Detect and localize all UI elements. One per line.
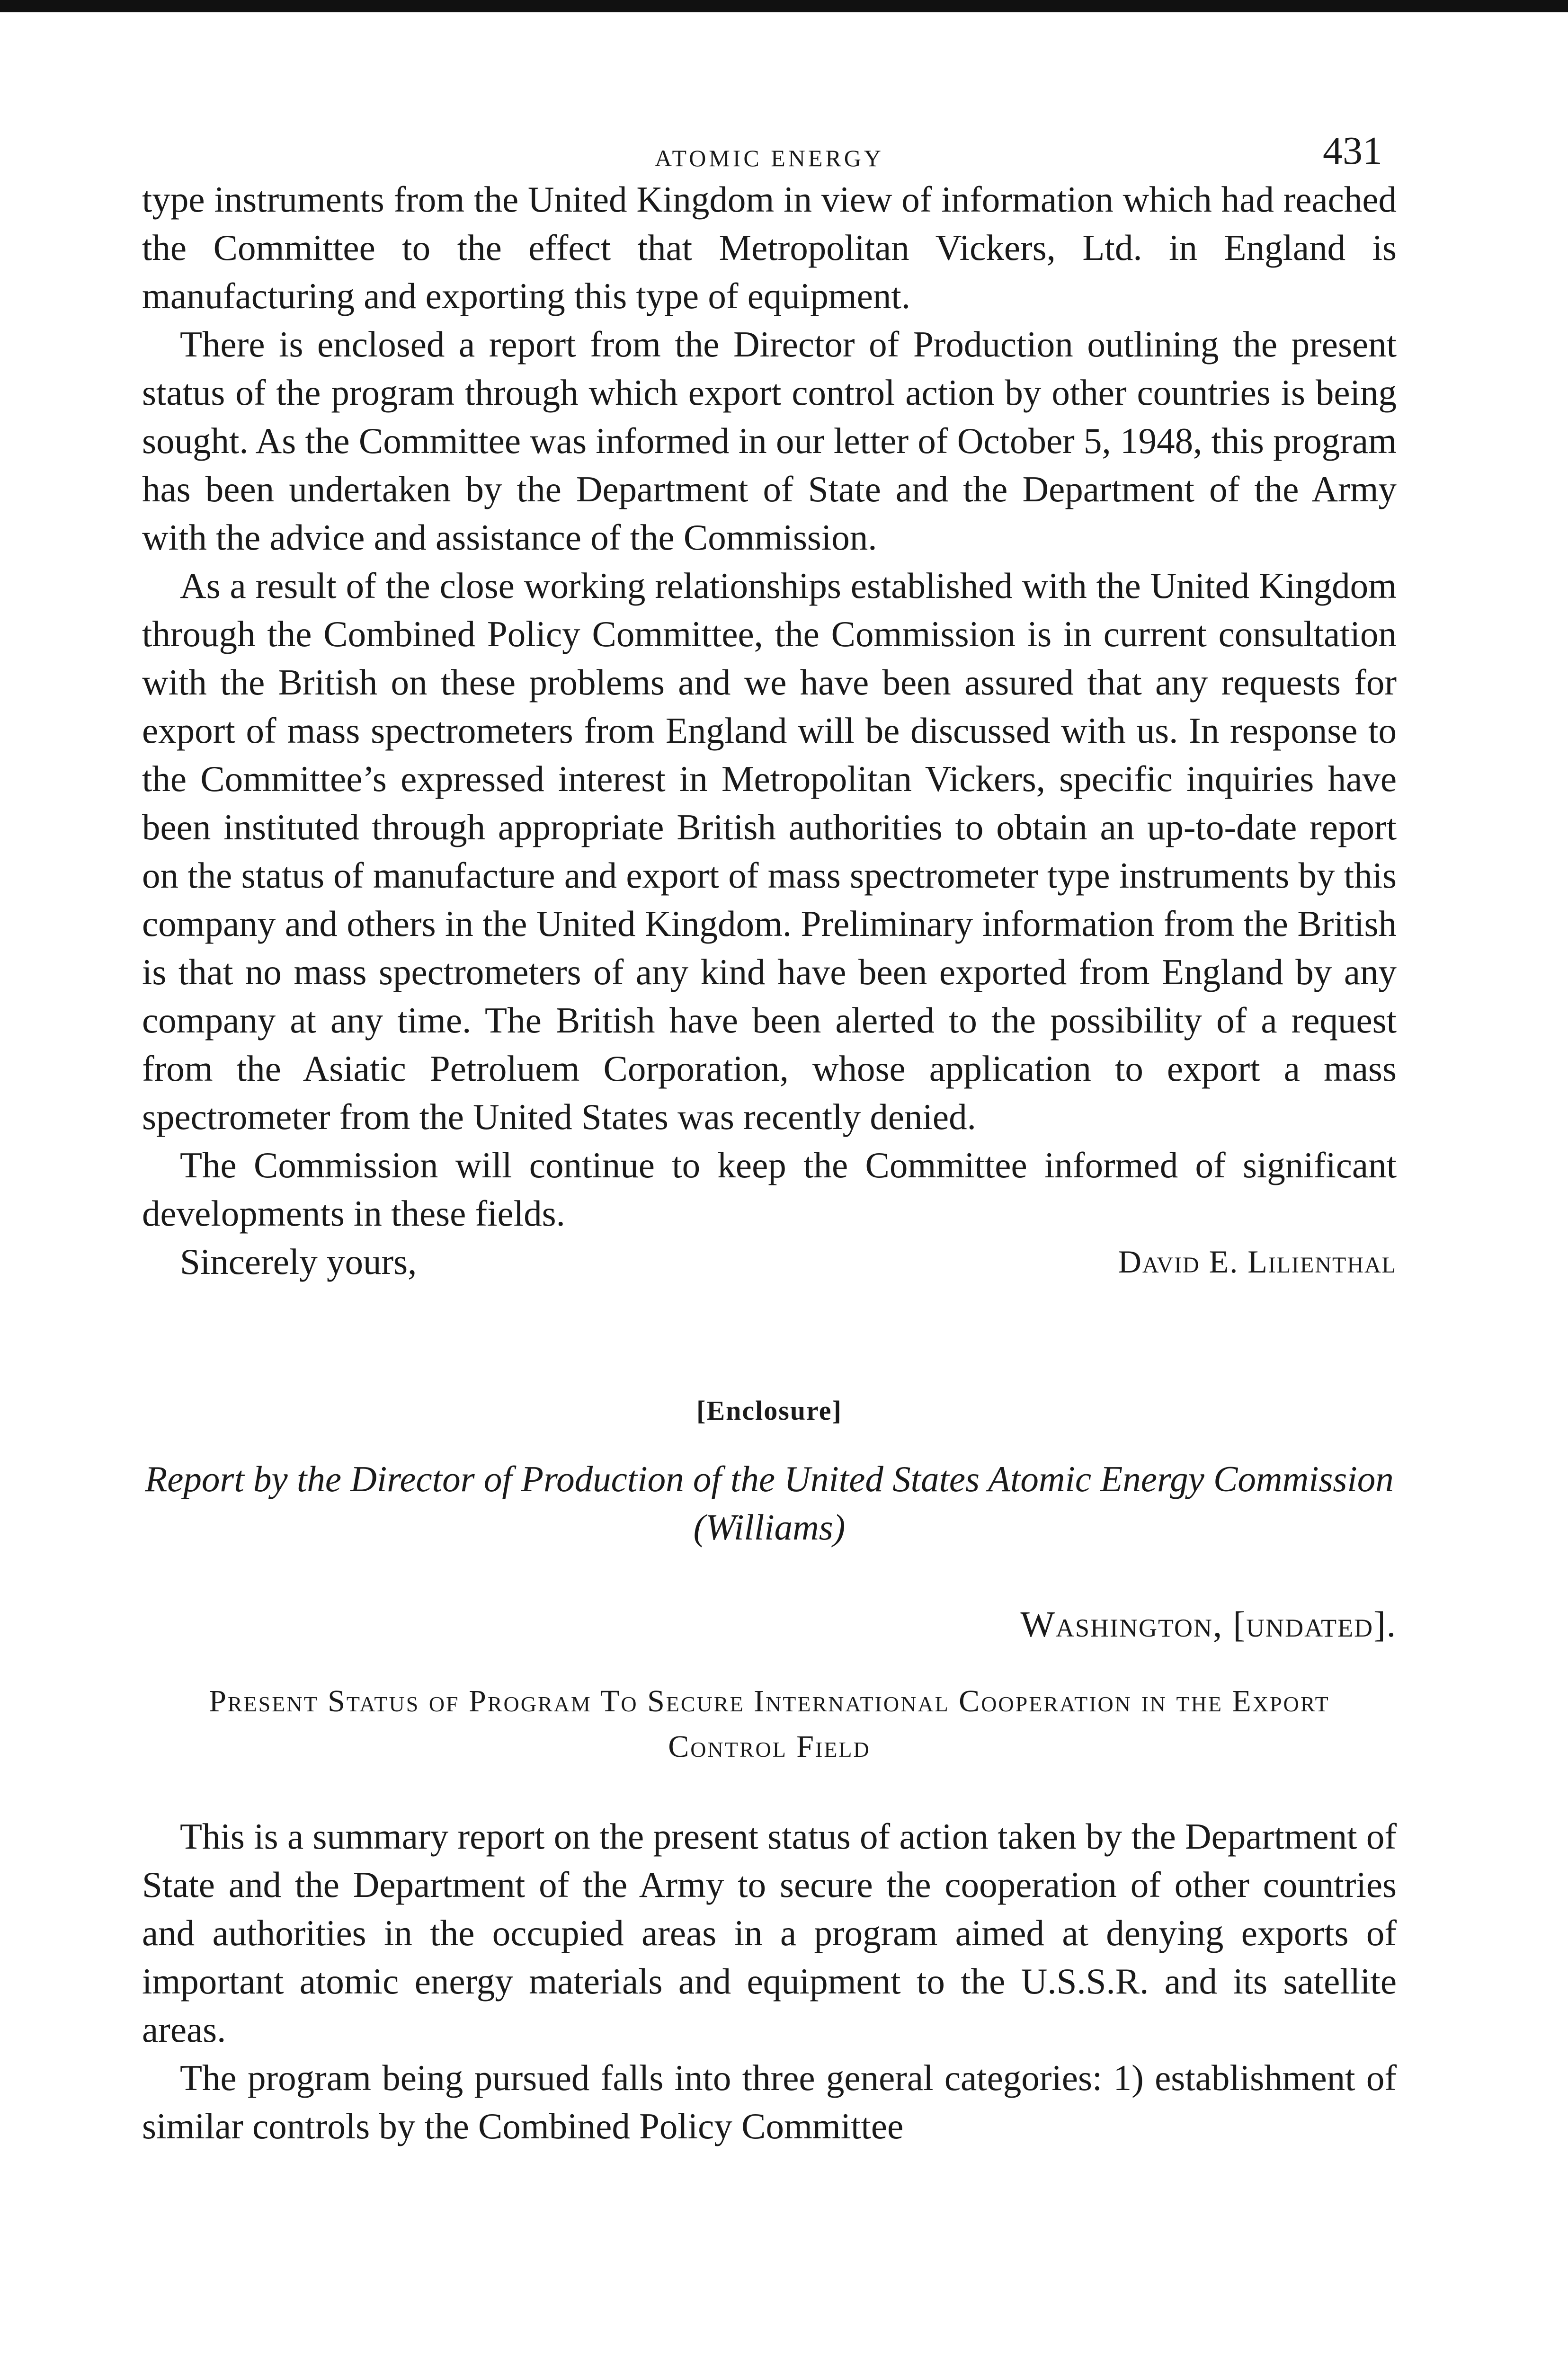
letter-paragraph-british-consultation: As a result of the close working relationships established with the United Kingdom through the Combined Policy Committee, the Commission is in current consultation with the British on these problems and we have been assured that any requests for export of mass spectrometers from England will be discussed with us. In response to the Committee’s expressed interest in Metropolitan Vickers, specific inquiries have been instituted through appropriate British authorities to obtain an up-to-date report on the status of manufacture and export of mass spectrometer type instruments by this company and others in the United Kingdom. Preliminary information from the British is that no mass spectrometers of any kind have been exported from England by any company at any time. The British have been alerted to the possibility of a request from the Asiatic Petroluem Corporation, whose application to export a mass spectrometer from the United States was recently denied. bbox=[142, 565, 1397, 1137]
letter-paragraph-continued: type instruments from the United Kingdom in view of information which had reached the Committee to the effect that Metropolitan Vickers, Ltd. in England is manufacturing and exporting this type of equipment. bbox=[142, 179, 1397, 316]
top-border-rule bbox=[0, 0, 1568, 12]
letter-paragraph-continue-informed: The Commission will continue to keep the Committee informed of significant developments in these fields. bbox=[142, 1145, 1397, 1234]
document-page bbox=[142, 118, 1397, 2150]
report-title: Report by the Director of Production of the United States Atomic Energy Commission (Williams) bbox=[145, 1459, 1394, 1548]
letter-signoff bbox=[142, 1237, 1397, 1286]
page-number: 431 bbox=[1323, 129, 1382, 173]
signature: David E. Lilienthal bbox=[1118, 1244, 1397, 1280]
closing-salutation: Sincerely yours, bbox=[180, 1241, 417, 1282]
running-header bbox=[142, 118, 1397, 175]
letter-paragraph-enclosed-report: There is enclosed a report from the Director of Production outlining the present status of the program through which export control action by other countries is being sought. As the Committee was informed in our letter of October 5, 1948, this program has been undertaken by the Department of State and the Department of the Army with the advice and assistance of the Commission. bbox=[142, 324, 1397, 558]
place-date-line: Washington, [undated]. bbox=[1020, 1604, 1397, 1645]
section-heading: Present Status of Program To Secure International Cooperation in the Export Control Field bbox=[209, 1684, 1330, 1764]
report-paragraph-categories: The program being pursued falls into three general categories: 1) establishment of similar controls by the Combined Policy Committee bbox=[142, 2057, 1397, 2146]
running-title: ATOMIC ENERGY bbox=[654, 145, 884, 171]
enclosure-label: [Enclosure] bbox=[696, 1395, 842, 1426]
report-paragraph-summary: This is a summary report on the present status of action taken by the Department of State and the Department of the Army to secure the cooperation of other countries and authorities in the occupied areas in a program aimed at denying exports of important atomic energy materials and equipment to the U.S.S.R. and its satellite areas. bbox=[142, 1816, 1397, 2050]
